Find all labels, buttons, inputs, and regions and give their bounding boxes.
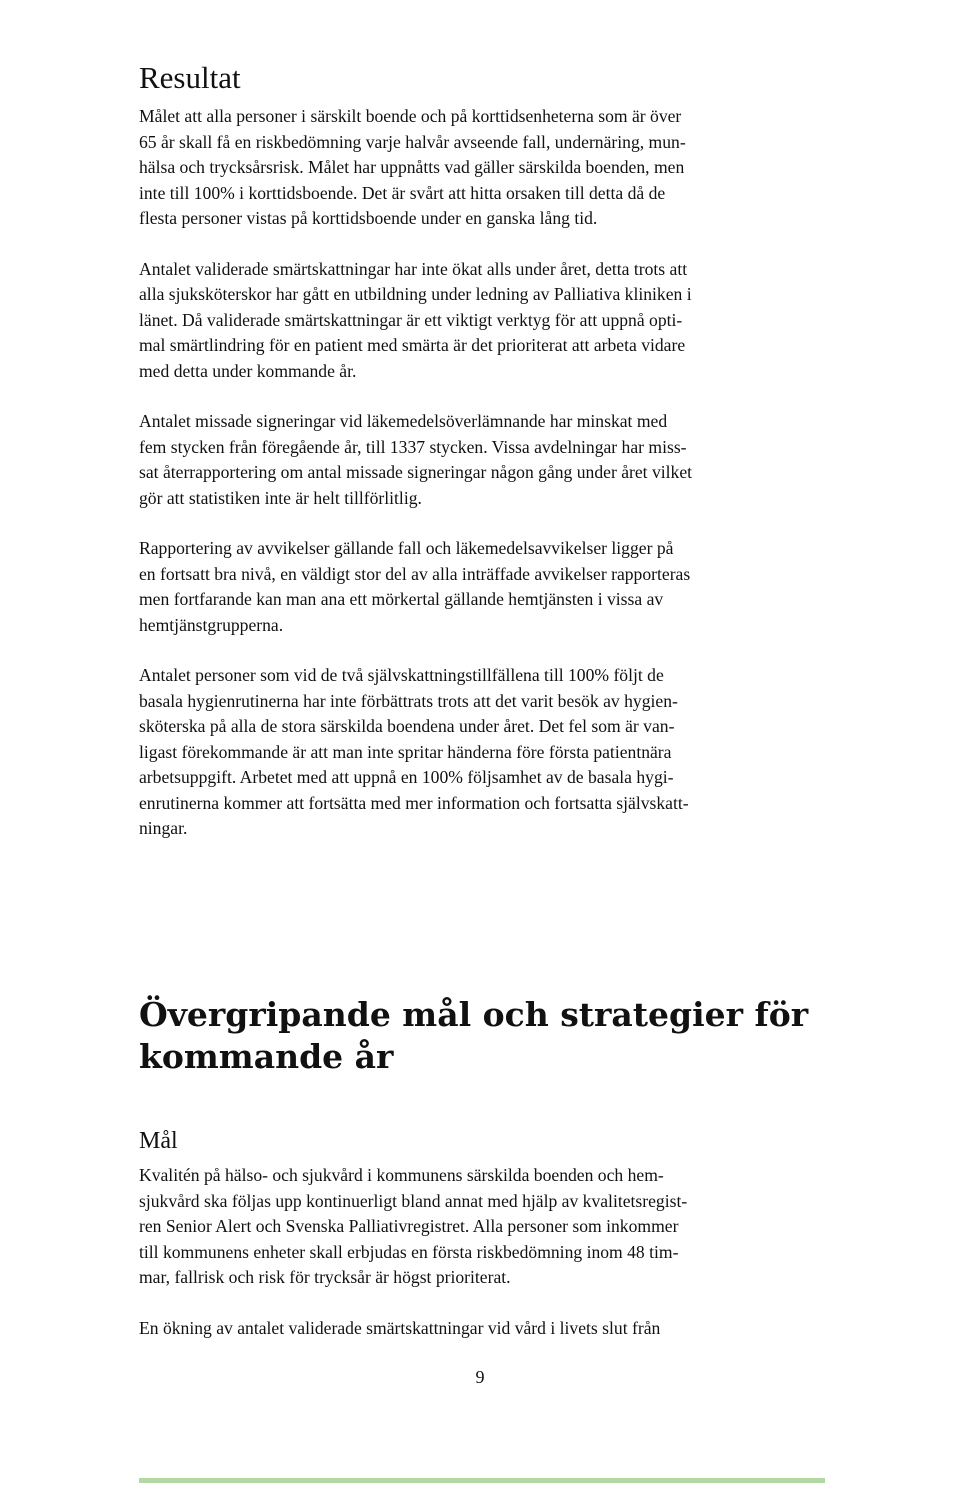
paragraph xyxy=(139,536,829,638)
text-line: ningar. xyxy=(139,818,188,838)
subheading-mal: Mål xyxy=(139,1128,178,1154)
text-line: men fortfarande kan man ana ett mörkertal gällande hemtjänsten i vissa av xyxy=(139,589,664,609)
paragraph xyxy=(139,1316,829,1342)
text-line: 65 år skall få en riskbedömning varje halvår avseende fall, undernäring, mun- xyxy=(139,131,686,152)
text-line: Rapportering av avvikelser gällande fall och läkemedelsavvikelser ligger på xyxy=(139,538,674,558)
text-line: mar, fallrisk och risk för trycksår är högst prioriterat. xyxy=(139,1267,511,1287)
paragraph xyxy=(139,104,829,232)
heading-line: Övergripande mål och strategier för xyxy=(139,995,809,1034)
paragraph xyxy=(139,1163,829,1291)
text-line: sat återrapportering om antal missade signeringar någon gång under året vilket xyxy=(139,462,693,482)
text-line: Antalet missade signeringar vid läkemedelsöverlämnande har minskat med xyxy=(139,411,668,431)
text-line: fem stycken från föregående år, till 1337 stycken. Vissa avdelningar har miss- xyxy=(139,436,687,457)
footer-rule xyxy=(139,1478,825,1483)
text-line: En ökning av antalet validerade smärtskattningar vid vård i livets slut från xyxy=(139,1317,661,1338)
text-line: länet. Då validerade smärtskattningar är ett viktigt verktyg för att uppnå opti- xyxy=(139,309,683,330)
text-line: Antalet personer som vid de två självskattningstillfällena till 100% följt de xyxy=(139,665,664,685)
text-line: enrutinerna kommer att fortsätta med mer information och fortsatta självskatt- xyxy=(139,792,689,813)
text-line: sköterska på alla de stora särskilda boendena under året. Det fel som är van- xyxy=(139,716,675,736)
text-line: ligast förekommande är att man inte spritar händerna före första patientnära xyxy=(139,741,672,762)
text-line: mal smärtlindring för en patient med smärta är det prioriterat att arbeta vidare xyxy=(139,335,686,355)
text-line: hemtjänstgrupperna. xyxy=(139,614,284,635)
paragraph xyxy=(139,663,829,842)
text-line: inte till 100% i korttidsboende. Det är svårt att hitta orsaken till detta då de xyxy=(139,182,666,203)
page-number: 9 xyxy=(475,1367,485,1387)
text-line: hälsa och trycksårsrisk. Målet har uppnåtts vad gäller särskilda boenden, men xyxy=(139,157,685,177)
paragraph xyxy=(139,257,829,385)
text-line: ren Senior Alert och Svenska Palliativregistret. Alla personer som inkommer xyxy=(139,1216,679,1236)
section-heading-overgripande xyxy=(139,994,808,1078)
text-line: alla sjuksköterskor har gått en utbildning under ledning av Palliativa kliniken i xyxy=(139,284,692,304)
heading-line: kommande år xyxy=(139,1037,394,1076)
text-line: flesta personer vistas på korttidsboende under en ganska lång tid. xyxy=(139,208,598,228)
text-line: med detta under kommande år. xyxy=(139,360,357,381)
section-heading-resultat: Resultat xyxy=(139,60,241,95)
text-line: Antalet validerade smärtskattningar har inte ökat alls under året, detta trots att xyxy=(139,258,688,279)
text-line: arbetsuppgift. Arbetet med att uppnå en 100% följsamhet av de basala hygi- xyxy=(139,767,674,787)
resultat-section xyxy=(139,58,829,842)
mal-section xyxy=(139,1163,829,1341)
text-line: en fortsatt bra nivå, en väldigt stor del av alla inträffade avvikelser rapporteras xyxy=(139,563,691,584)
text-line: gör att statistiken inte är helt tillförlitlig. xyxy=(139,487,422,508)
text-line: till kommunens enheter skall erbjudas en första riskbedömning inom 48 tim- xyxy=(139,1241,679,1262)
text-line: Målet att alla personer i särskilt boende och på korttidsenheterna som är över xyxy=(139,106,682,126)
paragraph xyxy=(139,409,829,511)
text-line: sjukvård ska följas upp kontinuerligt bland annat med hjälp av kvalitetsregist- xyxy=(139,1190,688,1211)
text-line: basala hygienrutinerna har inte förbättrats trots att det varit besök av hygien- xyxy=(139,690,678,711)
text-line: Kvalitén på hälso- och sjukvård i kommunens särskilda boenden och hem- xyxy=(139,1165,664,1185)
